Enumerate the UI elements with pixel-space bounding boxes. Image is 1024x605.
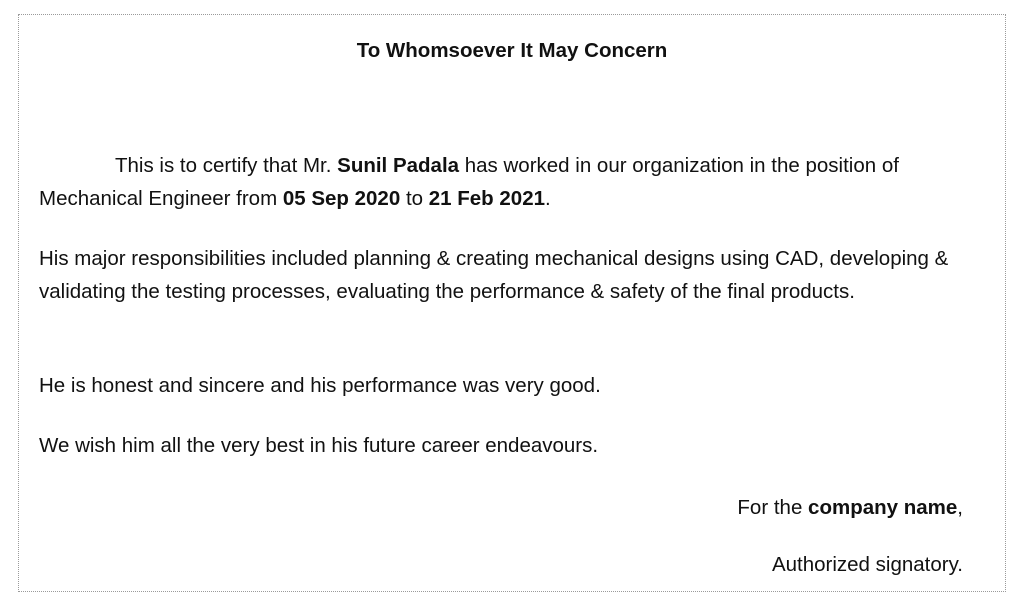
employee-name: Sunil Padala [337, 154, 460, 177]
start-date: 05 Sep 2020 [282, 187, 401, 210]
closing-prefix: For the [737, 496, 809, 519]
closing-suffix: , [957, 496, 963, 519]
certification-text-3: to [400, 187, 429, 210]
signatory-line: Authorized signatory. [771, 553, 963, 576]
document-title: To Whomsoever It May Concern [356, 39, 668, 62]
certification-text-4: . [545, 187, 551, 210]
wishes-paragraph: We wish him all the very best in his future career endeavours. [39, 434, 599, 457]
responsibilities-paragraph: His major responsibilities included planning & creating mechanical designs using CAD, developing & validating the testing processes, evaluating the performance & safety of the final products. [39, 247, 949, 303]
certification-paragraph [39, 149, 969, 215]
company-name: company name [808, 496, 958, 519]
certification-text-2: has worked in our organization in the position of Mechanical Engineer from [39, 154, 899, 210]
end-date: 21 Feb 2021 [428, 187, 545, 210]
certification-text-1: This is to certify that Mr. [115, 154, 338, 177]
conduct-paragraph: He is honest and sincere and his performance was very good. [39, 374, 601, 397]
closing-line [737, 491, 963, 524]
